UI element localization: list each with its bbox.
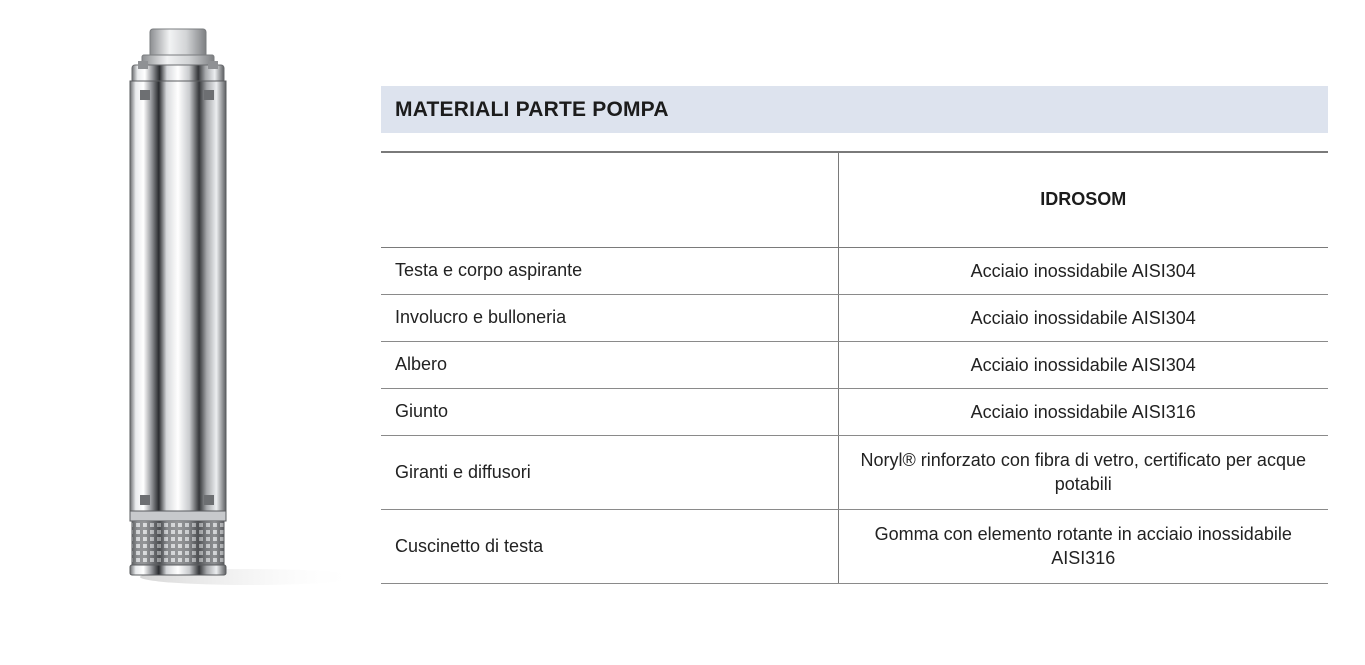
component-name: Testa e corpo aspirante xyxy=(381,247,838,294)
component-name: Giranti e diffusori xyxy=(381,435,838,509)
table-row xyxy=(381,509,1328,583)
table-header-row xyxy=(381,152,1328,247)
materials-table xyxy=(381,151,1328,584)
component-material: Acciaio inossidabile AISI304 xyxy=(838,341,1328,388)
component-material: Gomma con elemento rotante in acciaio inossidabile AISI316 xyxy=(838,509,1328,583)
table-row xyxy=(381,388,1328,435)
table-row xyxy=(381,247,1328,294)
header-blank-cell xyxy=(381,152,838,247)
table-row xyxy=(381,435,1328,509)
component-material: Acciaio inossidabile AISI304 xyxy=(838,247,1328,294)
component-name: Involucro e bulloneria xyxy=(381,294,838,341)
header-product-name: IDROSOM xyxy=(838,152,1328,247)
table-row xyxy=(381,341,1328,388)
table-row xyxy=(381,294,1328,341)
submersible-pump-image xyxy=(100,25,360,605)
component-material: Acciaio inossidabile AISI304 xyxy=(838,294,1328,341)
component-name: Albero xyxy=(381,341,838,388)
section-title: MATERIALI PARTE POMPA xyxy=(381,86,1328,133)
component-material: Acciaio inossidabile AISI316 xyxy=(838,388,1328,435)
component-name: Giunto xyxy=(381,388,838,435)
component-material: Noryl® rinforzato con fibra di vetro, certificato per acque potabili xyxy=(838,435,1328,509)
component-name: Cuscinetto di testa xyxy=(381,509,838,583)
